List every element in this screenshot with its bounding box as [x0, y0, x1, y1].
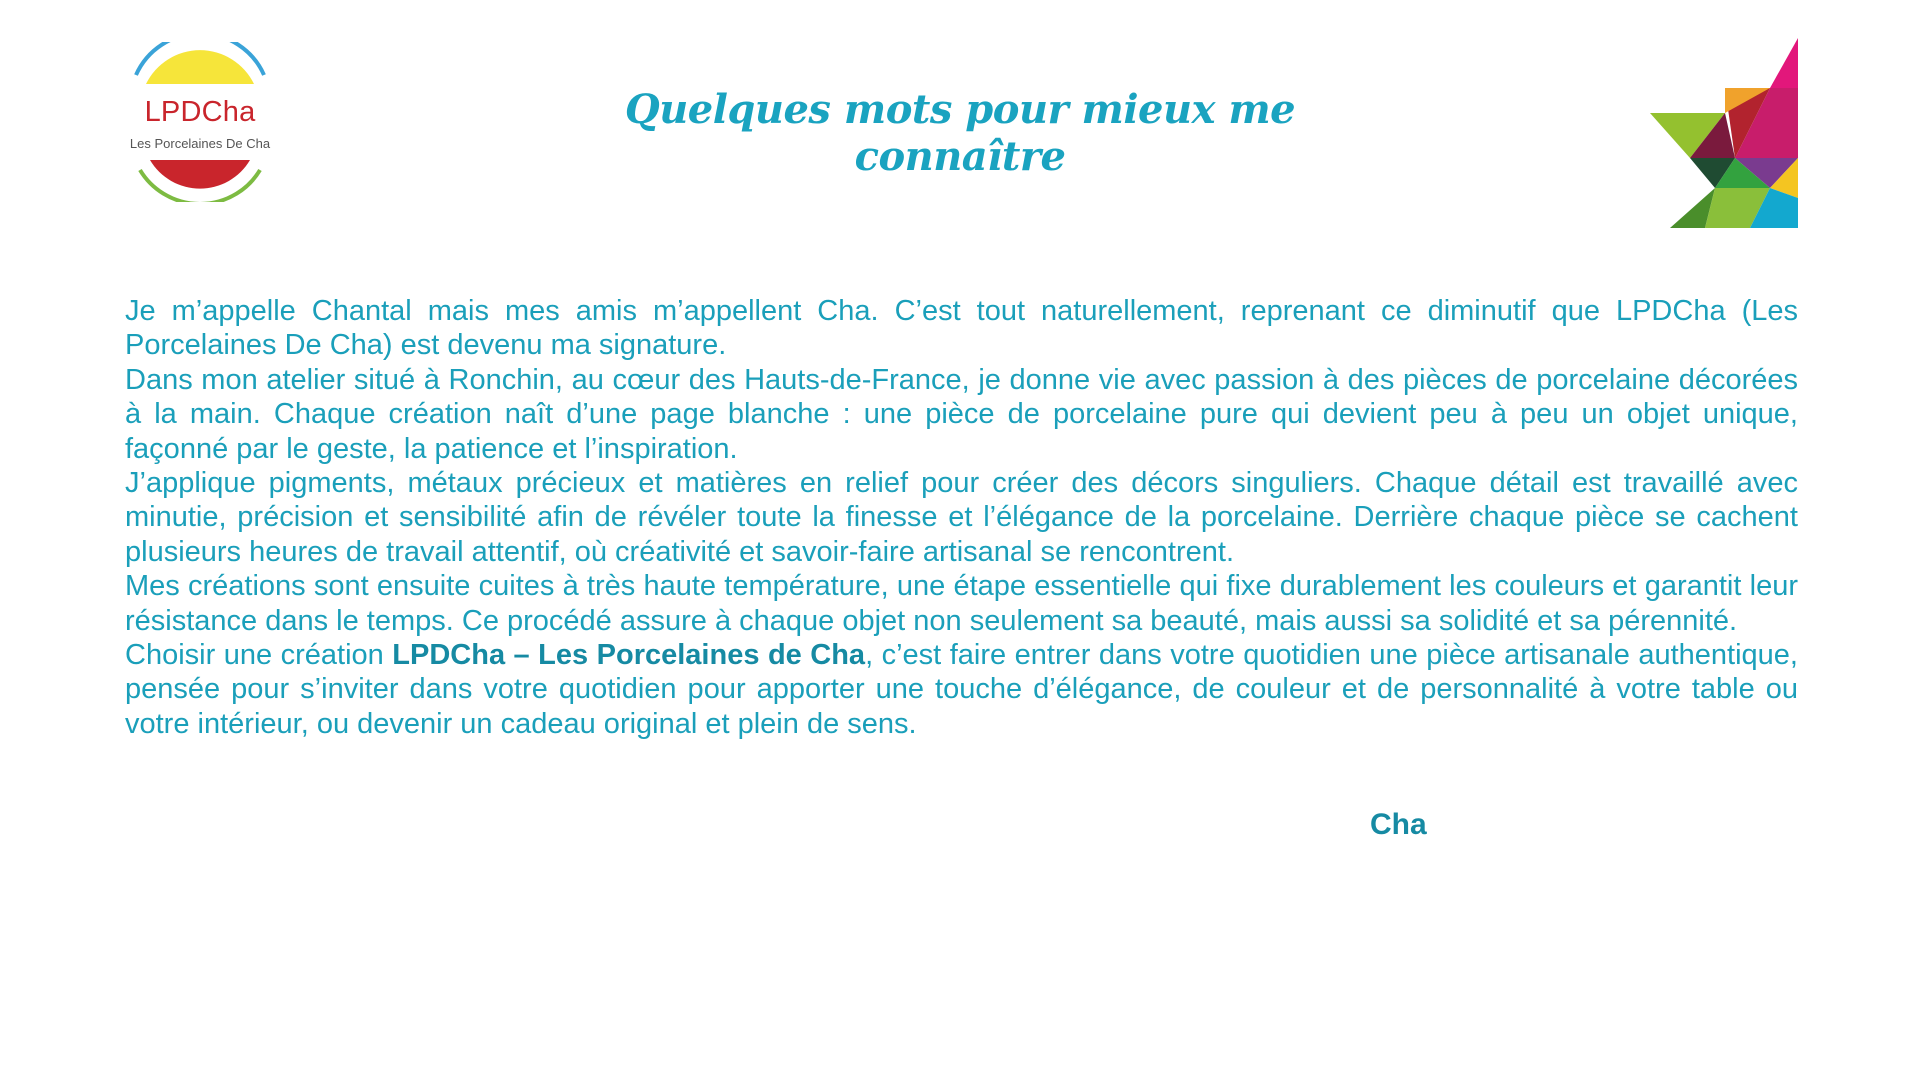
- conclusion-start: Choisir une création: [125, 639, 393, 672]
- geometric-decoration-icon: [1650, 38, 1798, 228]
- brand-name: LPDCha – Les Porcelaines de Cha: [392, 639, 866, 672]
- about-text: [125, 294, 1798, 741]
- paragraph-conclusion: [125, 638, 1798, 741]
- paragraph-atelier: Dans mon atelier situé à Ronchin, au cœur des Hauts-de-France, je donne vie avec passion à des pièces de porcelaine décorées à la main. Chaque création naît d’une page blanche : une pièce de porcelaine pure qui devient peu à peu un objet unique, façonné par le geste, la patience et l’inspiration.: [125, 363, 1798, 465]
- page-title: Quelques mots pour mieux me connaître: [624, 86, 1296, 180]
- logo-subtitle: Les Porcelaines De Cha: [129, 136, 271, 151]
- lpdcha-logo: [120, 42, 280, 202]
- paragraph-technique: J’applique pigments, métaux précieux et matières en relief pour créer des décors singuliers. Chaque détail est travaillé avec minutie, précision et sensibilité afin de révéler toute la finesse et l’élégance de la porcelaine. Derrière chaque pièce se cachent plusieurs heures de travail attentif, où créativité et savoir-faire artisanal se rencontrent.: [125, 467, 1798, 568]
- conclusion-end: , c’est faire entrer dans votre quotidien une pièce artisanale authentique, pensée pour s’inviter dans votre quotidien pour apporter une touche d’élégance, de couleur et de personnalité à votre table ou votre intérieur, ou devenir un cadeau original et plein de sens.: [125, 639, 1798, 740]
- paragraph-intro: Je m’appelle Chantal mais mes amis m’appellent Cha. C’est tout naturellement, reprenant ce diminutif que LPDCha (Les Porcelaines De Cha) est devenu ma signature.: [125, 295, 1798, 362]
- logo-title: LPDCha: [144, 96, 256, 128]
- signature: Cha: [1370, 808, 1427, 841]
- paragraph-cuisson: Mes créations sont ensuite cuites à très haute température, une étape essentielle qui fixe durablement les couleurs et garantit leur résistance dans le temps. Ce procédé assure à chaque objet non seulement sa beauté, mais aussi sa solidité et sa pérennité.: [125, 570, 1798, 637]
